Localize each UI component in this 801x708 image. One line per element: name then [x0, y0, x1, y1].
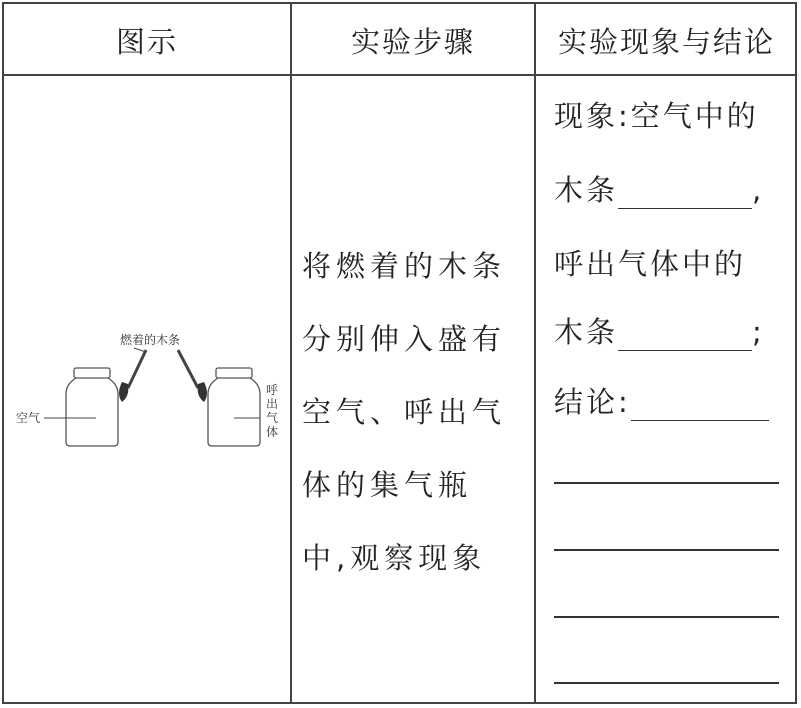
steps-text — [302, 230, 530, 595]
experiment-table — [2, 2, 797, 704]
conclusion-line — [554, 380, 769, 420]
answer-blank-air[interactable] — [618, 174, 752, 209]
exhaled-label-4: 体 — [266, 425, 279, 439]
answer-line[interactable] — [554, 616, 779, 618]
semicolon: ; — [752, 315, 765, 349]
air-label: 空气 — [16, 411, 41, 425]
steps-line: 分别伸入盛有 — [302, 322, 507, 356]
header-steps: 实验步骤 — [350, 24, 475, 59]
stick-label: 木条 — [554, 315, 619, 349]
column-divider-1 — [290, 4, 292, 702]
steps-line: 空气、呼出气 — [302, 395, 507, 429]
burning-stick-label: 燃着的木条 — [120, 333, 181, 347]
header-figure: 图示 — [115, 24, 178, 59]
jar-illustration — [4, 324, 290, 464]
stick-label: 木条 — [554, 173, 619, 207]
conclusion-label: 结论: — [554, 385, 631, 419]
answer-line[interactable] — [554, 482, 779, 484]
air-jar — [66, 368, 118, 446]
column-divider-2 — [534, 4, 536, 702]
exhaled-label-3: 气 — [266, 411, 279, 425]
exhaled-air-jar — [208, 368, 260, 446]
answer-line[interactable] — [554, 549, 779, 551]
steps-line: 中,观察现象 — [302, 541, 487, 575]
steps-line: 体的集气瓶 — [302, 468, 473, 502]
burning-stick-right — [178, 350, 198, 388]
phenomenon-line-4 — [554, 310, 765, 350]
phenomenon-line-1: 现象:空气中的 — [554, 99, 759, 133]
stick-pointer-line — [134, 348, 146, 352]
header-conclusion: 实验现象与结论 — [557, 24, 775, 59]
answer-blank-exhaled[interactable] — [618, 316, 752, 351]
burning-stick-left — [128, 350, 146, 388]
flame-left — [119, 382, 128, 402]
exhaled-label-1: 呼 — [266, 383, 279, 397]
comma: , — [752, 173, 765, 207]
phenomenon-line-3: 呼出气体中的 — [554, 247, 747, 281]
answer-line[interactable] — [554, 682, 779, 684]
phenomenon-line-2 — [554, 168, 764, 208]
exhaled-label-2: 出 — [266, 397, 279, 411]
flame-right — [198, 382, 207, 402]
answer-blank-conclusion[interactable] — [631, 386, 769, 421]
steps-line: 将燃着的木条 — [302, 249, 507, 283]
